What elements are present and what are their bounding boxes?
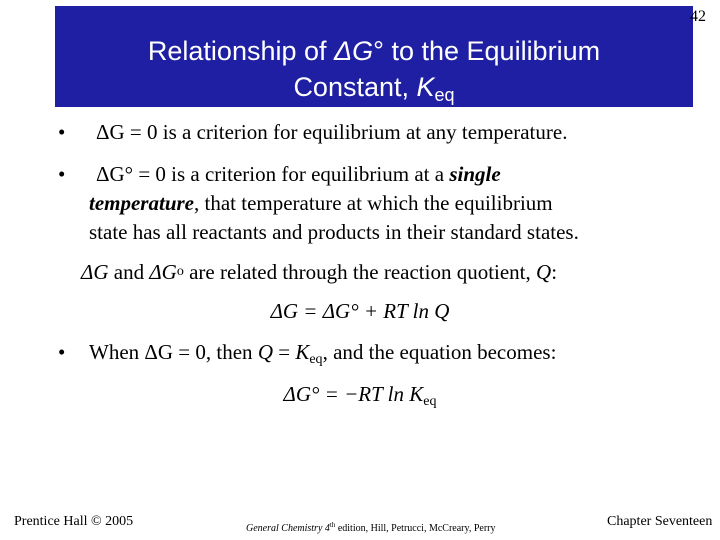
title-delta-g: ΔG	[334, 36, 374, 66]
equation-1-text: ΔG = ΔG° + RT ln Q	[270, 299, 450, 323]
bullet-2-line-1-text: ΔG° = 0 is a criterion for equilibrium at a	[96, 162, 450, 186]
title-degree: °	[373, 36, 384, 66]
equation-2	[0, 380, 720, 416]
bullet-3-text-c: , and the equation becomes:	[322, 340, 557, 364]
title-eq-subscript: eq	[434, 85, 455, 105]
relation-delta-g-std: ΔG	[149, 260, 177, 284]
bullet-3-eq-subscript: eq	[309, 352, 323, 367]
title-prefix: Relationship of	[147, 36, 335, 66]
slide-title-line-1	[55, 36, 693, 66]
bullet-2-line-2	[89, 189, 553, 217]
footer-book-credit	[246, 521, 496, 534]
bullet-3-text-a: When ΔG = 0, then	[89, 340, 258, 364]
bullet-2-line-2-text: , that temperature at which the equilibrium	[194, 191, 553, 215]
slide-number: 42	[690, 8, 706, 25]
bullet-3-symbol: •	[58, 340, 66, 364]
footer-publisher: Prentice Hall © 2005	[14, 514, 134, 529]
equation-2-text: ΔG° = −RT ln K	[283, 382, 424, 406]
bullet-1-symbol: •	[58, 120, 66, 144]
relation-colon: :	[551, 260, 558, 284]
title-k: K	[416, 72, 435, 102]
footer-book-title: General Chemistry 4	[246, 523, 330, 534]
relation-line	[81, 258, 557, 286]
slide-title-box	[55, 6, 693, 107]
slide-title-line-2	[55, 72, 693, 110]
equation-1	[0, 297, 720, 325]
bullet-3-text-b: =	[272, 340, 296, 364]
bullet-3-k: K	[295, 340, 310, 364]
bullet-2-line-1	[96, 160, 501, 188]
relation-delta-g: ΔG	[81, 260, 109, 284]
bullet-1-text: ΔG = 0 is a criterion for equilibrium at any temperature.	[96, 120, 568, 144]
footer-edition-sup: th	[329, 521, 336, 529]
relation-text: are related through the reaction quotient,	[183, 260, 537, 284]
title-mid: to the Equilibrium	[383, 36, 601, 66]
bullet-2-emphasis-single: single	[449, 162, 501, 186]
footer-authors: edition, Hill, Petrucci, McCreary, Perry	[335, 523, 496, 534]
equation-2-subscript: eq	[423, 394, 437, 409]
title-line2: Constant,	[293, 72, 417, 102]
bullet-2-line-3: state has all reactants and products in their standard states.	[89, 220, 579, 244]
bullet-2-emphasis-temperature: temperature	[89, 191, 194, 215]
bullet-3-text	[89, 338, 556, 374]
relation-degree: o	[176, 264, 184, 279]
footer-chapter: Chapter Seventeen	[607, 514, 713, 529]
relation-q: Q	[536, 260, 552, 284]
bullet-3-q: Q	[257, 340, 273, 364]
bullet-2-symbol: •	[58, 162, 66, 186]
relation-and: and	[108, 260, 150, 284]
